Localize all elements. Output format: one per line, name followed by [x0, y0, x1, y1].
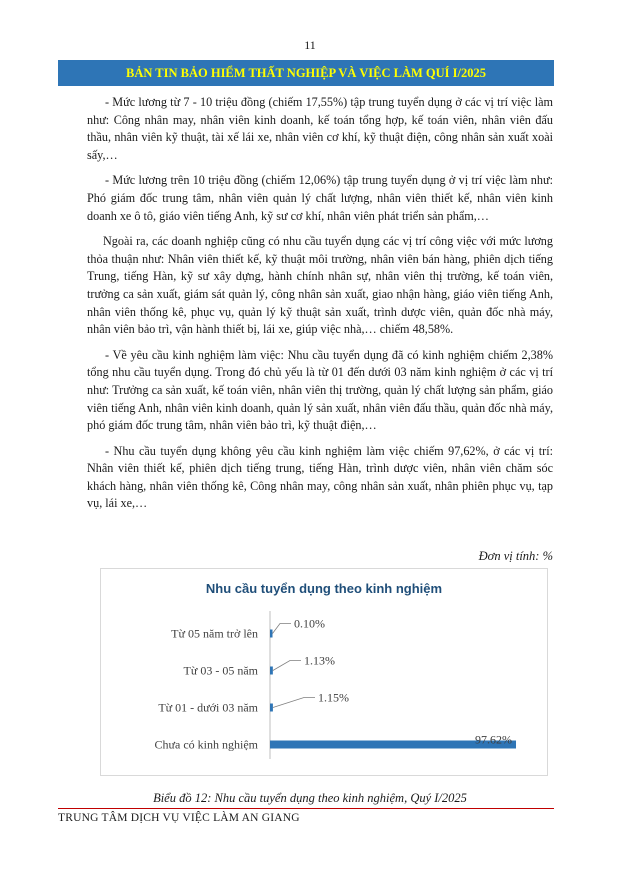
- category-label: Chưa có kinh nghiệm: [154, 737, 258, 752]
- data-label: 0.10%: [294, 616, 325, 631]
- leader-line: [273, 698, 315, 708]
- category-label: Từ 01 - dưới 03 năm: [158, 700, 258, 715]
- footer-organization: TRUNG TÂM DỊCH VỤ VIỆC LÀM AN GIANG: [58, 812, 300, 824]
- category-label: Từ 05 năm trở lên: [171, 626, 258, 641]
- page-number: 11: [304, 38, 316, 52]
- data-label: 1.15%: [318, 690, 349, 705]
- data-bar: [270, 630, 273, 638]
- data-label: 97.62%: [475, 732, 513, 747]
- data-bar: [270, 667, 273, 675]
- body-text: [87, 94, 553, 521]
- data-bar: [270, 704, 273, 712]
- chart-svg: [101, 569, 547, 775]
- chart-caption: Biểu đồ 12: Nhu cầu tuyển dụng theo kinh nghiệm, Quý I/2025: [153, 791, 467, 805]
- paragraph-experience-required: - Về yêu cầu kinh nghiệm làm việc: Nhu cầu tuyển dụng đã có kinh nghiệm chiếm 2,38% tổng nhu cầu tuyển dụng. Trong đó chủ yếu là từ 01 đến dưới 03 năm kinh nghiệm ở các vị trí như: Trưởng ca sản xuất, kế toán viên, nhân viên thị trường, quản lý chất lượng sản phẩm, giáo viên tiếng Anh, nhân viên kinh doanh, quản lý sản xuất, nhân viên đấu thầu, quản đốc nhà máy, phó giám đốc trung tâm, nhân viên bảo trì, kỹ thuật điện,…: [87, 347, 553, 433]
- bulletin-banner: BẢN TIN BẢO HIỂM THẤT NGHIỆP VÀ VIỆC LÀM QUÍ I/2025: [58, 60, 554, 86]
- paragraph-salary-7-10: - Mức lương từ 7 - 10 triệu đồng (chiếm 17,55%) tập trung tuyển dụng ở các vị trí việc làm như: Công nhân may, nhân viên kinh doanh, kế toán tổng hợp, kế toán viên, nhân viên đấu thầu, nhân viên kỹ thuật, tài xế lái xe, nhân viên cơ khí, kỹ thuật điện, công nhân sản xuất xoài sấy,…: [87, 95, 553, 162]
- data-label: 1.13%: [304, 653, 335, 668]
- leader-line: [273, 624, 292, 634]
- leader-line: [273, 661, 301, 671]
- paragraph-no-experience: - Nhu cầu tuyển dụng không yêu cầu kinh nghiệm làm việc chiếm 97,62%, ở các vị trí: Nhân viên thiết kế, phiên dịch tiếng trung, tiếng Hàn, trình dược viên, nhân viên chăm sóc khách hàng, nhân viên thống kê, Công nhân may, công nhân sản xuất, nhân phiên phục vụ, tạp vụ, lái xe,…: [87, 443, 553, 511]
- category-label: Từ 03 - 05 năm: [183, 663, 258, 678]
- paragraph-negotiated-salary: Ngoài ra, các doanh nghiệp cũng có nhu cầu tuyển dụng các vị trí công việc với mức lương thỏa thuận như: Nhân viên thiết kế, kỹ thuật môi trường, nhân viên bán hàng, phiên dịch tiếng Trung, tiếng Hàn, kỹ sư xây dựng, hành chính nhân sự, nhân viên thị trường, kế toán viên, trưởng ca sản xuất, giám sát quản lý, công nhân sản xuất, giao nhận hàng, giáo viên tiếng Anh, nhân viên thống kê, phục vụ, quản lý kỹ thuật sản xuất, trình dược viên, quản đốc nhà máy, nhân viên bảo trì, vận hành thiết bị, lái xe, giúp việc nhà,… chiếm 48,58%.: [87, 234, 553, 337]
- unit-note: Đơn vị tính: %: [478, 549, 553, 563]
- footer-divider: [58, 808, 554, 809]
- experience-chart: [100, 568, 548, 776]
- chart-title: Nhu cầu tuyển dụng theo kinh nghiệm: [205, 581, 443, 596]
- paragraph-salary-over-10: - Mức lương trên 10 triệu đồng (chiếm 12,06%) tập trung tuyển dụng ở vị trí việc làm như: Phó giám đốc trung tâm, nhân viên quản lý chất lượng, nhân viên thiết kế, nhân viên kinh doanh xe ô tô, giáo viên tiếng Anh, kỹ sư cơ khí, nhân viên phát triển sản phẩm,…: [87, 173, 553, 223]
